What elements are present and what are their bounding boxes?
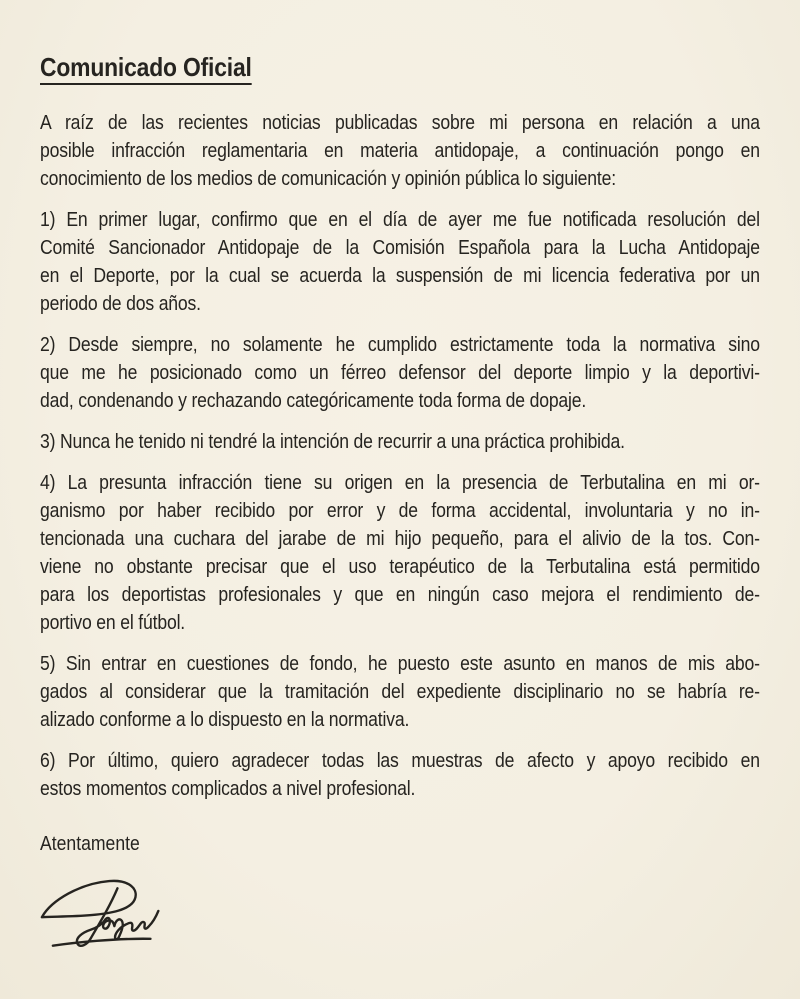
document-body <box>40 109 760 803</box>
paragraph-line: 6) Por último, quiero agradecer todas las muestras de afecto y apoyo recibido en <box>40 750 760 772</box>
document-paragraph <box>40 331 760 415</box>
paragraph-line: estos momentos complicados a nivel profesional. <box>40 778 416 800</box>
document-paragraph <box>40 650 760 734</box>
document-paragraph <box>40 428 760 456</box>
paragraph-line: en el Deporte, por la cual se acuerda la suspensión de mi licencia federativa por un <box>40 265 760 287</box>
paragraph-line: Comité Sancionador Antidopaje de la Comisión Española para la Lucha Antidopaje <box>40 237 760 259</box>
paragraph-line: 1) En primer lugar, confirmo que en el día de ayer me fue notificada resolución del <box>40 209 760 231</box>
paragraph-line: dad, condenando y rechazando categóricamente toda forma de dopaje. <box>40 390 587 412</box>
paragraph-line: alizado conforme a lo dispuesto en la normativa. <box>40 709 410 731</box>
document-paragraph <box>40 206 760 318</box>
paragraph-line: 5) Sin entrar en cuestiones de fondo, he puesto este asunto en manos de mis abo- <box>40 653 760 675</box>
signature <box>35 878 169 960</box>
paragraph-line: tencionada una cuchara del jarabe de mi hijo pequeño, para el alivio de la tos. Con- <box>40 528 760 550</box>
signature-handwriting-icon <box>35 878 169 960</box>
paragraph-line: que me he posicionado como un férreo defensor del deporte limpio y la deportivi- <box>40 362 760 384</box>
paragraph-line: ganismo por haber recibido por error y de forma accidental, involuntaria y no in- <box>40 500 760 522</box>
document-paragraph <box>40 747 760 803</box>
statement-copy <box>40 52 760 858</box>
paragraph-line: gados al considerar que la tramitación del expediente disciplinario no se habría re- <box>40 681 760 703</box>
paragraph-line: para los deportistas profesionales y que en ningún caso mejora el rendimiento de- <box>40 584 760 606</box>
paragraph-line: periodo de dos años. <box>40 293 201 315</box>
document-paragraph <box>40 109 760 193</box>
paragraph-line: 3) Nunca he tenido ni tendré la intención de recurrir a una práctica prohibida. <box>40 431 625 453</box>
paragraph-line: A raíz de las recientes noticias publicadas sobre mi persona en relación a una <box>40 112 760 134</box>
closing-salutation: Atentamente <box>40 833 140 855</box>
paragraph-line: 4) La presunta infracción tiene su origen en la presencia de Terbutalina en mi or- <box>40 472 760 494</box>
paragraph-line: viene no obstante precisar que el uso terapéutico de la Terbutalina está permitido <box>40 556 760 578</box>
paragraph-line: 2) Desde siempre, no solamente he cumplido estrictamente toda la normativa sino <box>40 334 760 356</box>
document-title: Comunicado Oficial <box>40 52 252 82</box>
paragraph-line: portivo en el fútbol. <box>40 612 186 634</box>
paragraph-line: conocimiento de los medios de comunicación y opinión pública lo siguiente: <box>40 168 616 190</box>
document-paragraph <box>40 469 760 637</box>
paragraph-line: posible infracción reglamentaria en materia antidopaje, a continuación pongo en <box>40 140 760 162</box>
